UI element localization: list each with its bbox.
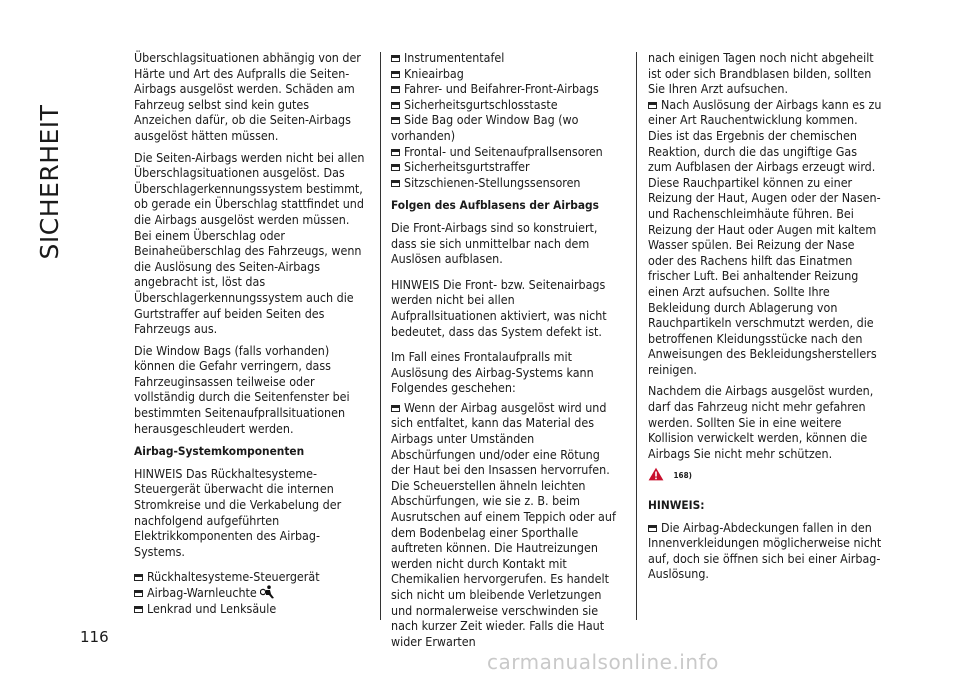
list-item: Die Airbag-Abdeckungen fallen in den Innenverkleidungen möglicherweise nicht auf, doch sie öffnen sich bei einer Airbag-Auslösung. [648,519,882,582]
paragraph: Überschlagsituationen abhängig von der Härte und Art des Aufpralls die Seiten-Airbags ausgelöst werden. Schäden am Fahrzeug selbst sind kein gutes Anzeichen dafür, ob die Seiten-Airbags ausgelöst hätten müssen. [134,50,361,143]
list-item: Fahrer- und Beifahrer-Front-Airbags [391,81,621,97]
text-column-2 [391,50,621,655]
bullet-icon [648,102,657,109]
section-heading: Folgen des Aufblasens der Airbags [391,198,599,213]
bullet-icon [391,55,400,62]
bullet-icon [391,117,400,124]
list-item: Sicherheitsgurtstraffer [391,159,621,175]
page-number: 116 [80,628,109,646]
list-item: Instrumententafel [391,50,621,66]
text-column-3 [648,50,883,588]
column-divider [636,52,637,620]
list-item: Airbag-Warnleuchte [134,585,366,601]
watermark: carmanualsonline.info [487,650,719,674]
paragraph: Nachdem die Airbags ausgelöst wurden, darf das Fahrzeug nicht mehr gefahren werden. Sollten Sie in eine weitere Kollision verwickelt werden, können die Airbags Sie nicht mehr schützen. [648,383,874,461]
bullet-icon [134,606,143,613]
paragraph: Die Front-Airbags sind so konstruiert, dass sie sich unmittelbar nach dem Auslösen aufblasen. [391,219,598,267]
bullet-icon [134,590,143,597]
section-title: SICHERHEIT [35,104,64,260]
bullet-icon [391,71,400,78]
warning-ref-number: 168) [673,471,692,481]
paragraph: Die Window Bags (falls vorhanden) können die Gefahr verringern, dass Fahrzeuginsassen teilweise oder vollständig durch die Seitenfenster bei bestimmten Seitenaufprallsituationen herausgeschleudert werden. [134,342,350,436]
list-item: Side Bag oder Window Bag (wo vorhanden) [391,112,579,143]
paragraph: nach einigen Tagen noch nicht abgeheilt ist oder sich Brandblasen bilden, sollten Sie Ihren Arzt aufsuchen. [648,50,874,97]
list-item: Frontal- und Seitenaufprallsensoren [391,144,621,160]
bullet-icon [134,574,143,581]
bullet-icon [648,525,657,532]
list-item: Lenkrad und Lenksäule [134,601,366,617]
list-item: Sitzschienen-Stellungssensoren [391,175,621,191]
text-column-1 [134,50,366,616]
paragraph: Im Fall eines Frontalaufpralls mit Auslösung des Airbag-Systems kann Folgendes geschehen: [391,349,594,396]
warning-triangle-icon [648,467,664,481]
airbag-warning-light-icon [260,585,276,599]
bullet-icon [391,102,400,109]
bullet-icon [391,405,400,412]
note-paragraph: HINWEIS Die Front- bzw. Seitenairbags werden nicht bei allen Aufprallsituationen aktiviert, was nicht bedeutet, dass das System defekt ist. [391,276,607,339]
bullet-icon [391,180,400,187]
list-item: Rückhaltesysteme-Steuergerät [134,569,366,585]
list-item: Nach Auslösung der Airbags kann es zu einer Art Rauchentwicklung kommen. Dies ist das Ergebnis der chemischen Reaktion, durch die das ungiftige Gas zum Aufblasen der Airbags erzeugt wird. Diese Rauchpartikel können zu einer Reizung der Haut, Augen oder der Nasen- und Rachenschleimhäute führen. Bei Reizung der Haut oder Augen mit kaltem Wasser spülen. Bei Reizung der Nase oder des Rachens hilft das Einatmen frischer Luft. Bei anhaltender Reizung einen Arzt aufsuchen. Sollte Ihre Bekleidung durch Ablagerung von Rauchpartikeln verschmutzt werden, die betroffenen Kleidungsstücke nach den Anweisungen des Bekleidungsherstellers reinigen. [648,96,882,377]
section-heading: HINWEIS: [648,498,705,513]
warning-reference [648,467,883,484]
list-item: Wenn der Airbag ausgelöst wird und sich entfaltet, kann das Material des Airbags unter Umständen Abschürfungen und/oder eine Rötung der Haut bei den Insassen hervorrufen. Die Scheuerstellen ähneln leichten Abschürfungen, wie sie z. B. beim Ausrutschen auf einem Teppich oder auf dem Bodenbelag einer Sporthalle auftreten können. Die Hautreizungen werden nicht durch Kontakt mit Chemikalien hervorgerufen. Es handelt sich nicht um bleibende Verletzungen und normalerweise verschwinden sie nach kurzer Zeit wieder. Falls die Haut wider Erwarten [391,399,616,649]
bullet-icon [391,149,400,156]
paragraph: Die Seiten-Airbags werden nicht bei allen Überschlagsituationen ausgelöst. Das Überschlagerkennungssystem bestimmt, ob gerade ein Überschlag stattfindet und die Airbags ausgelöst werden müssen. Bei einem Überschlag oder Beinaheüberschlag des Fahrzeugs, wenn die Auslösung des Seiten-Airbags angebracht ist, löst das Überschlagerkennungssystem auch die Gurtstraffer auf beiden Seiten des Fahrzeugs aus. [134,149,365,337]
bullet-icon [391,86,400,93]
note-paragraph: HINWEIS Das Rückhaltesysteme-Steuergerät überwacht die internen Stromkreise und die Verkabelung der nachfolgend aufgeführten Elektrikkomponenten des Airbag-Systems. [134,465,342,559]
bullet-icon [391,164,400,171]
column-divider [380,52,381,620]
list-item: Knieairbag [391,66,621,82]
list-item: Sicherheitsgurtschlosstaste [391,97,621,113]
section-heading: Airbag-Systemkomponenten [134,444,305,459]
